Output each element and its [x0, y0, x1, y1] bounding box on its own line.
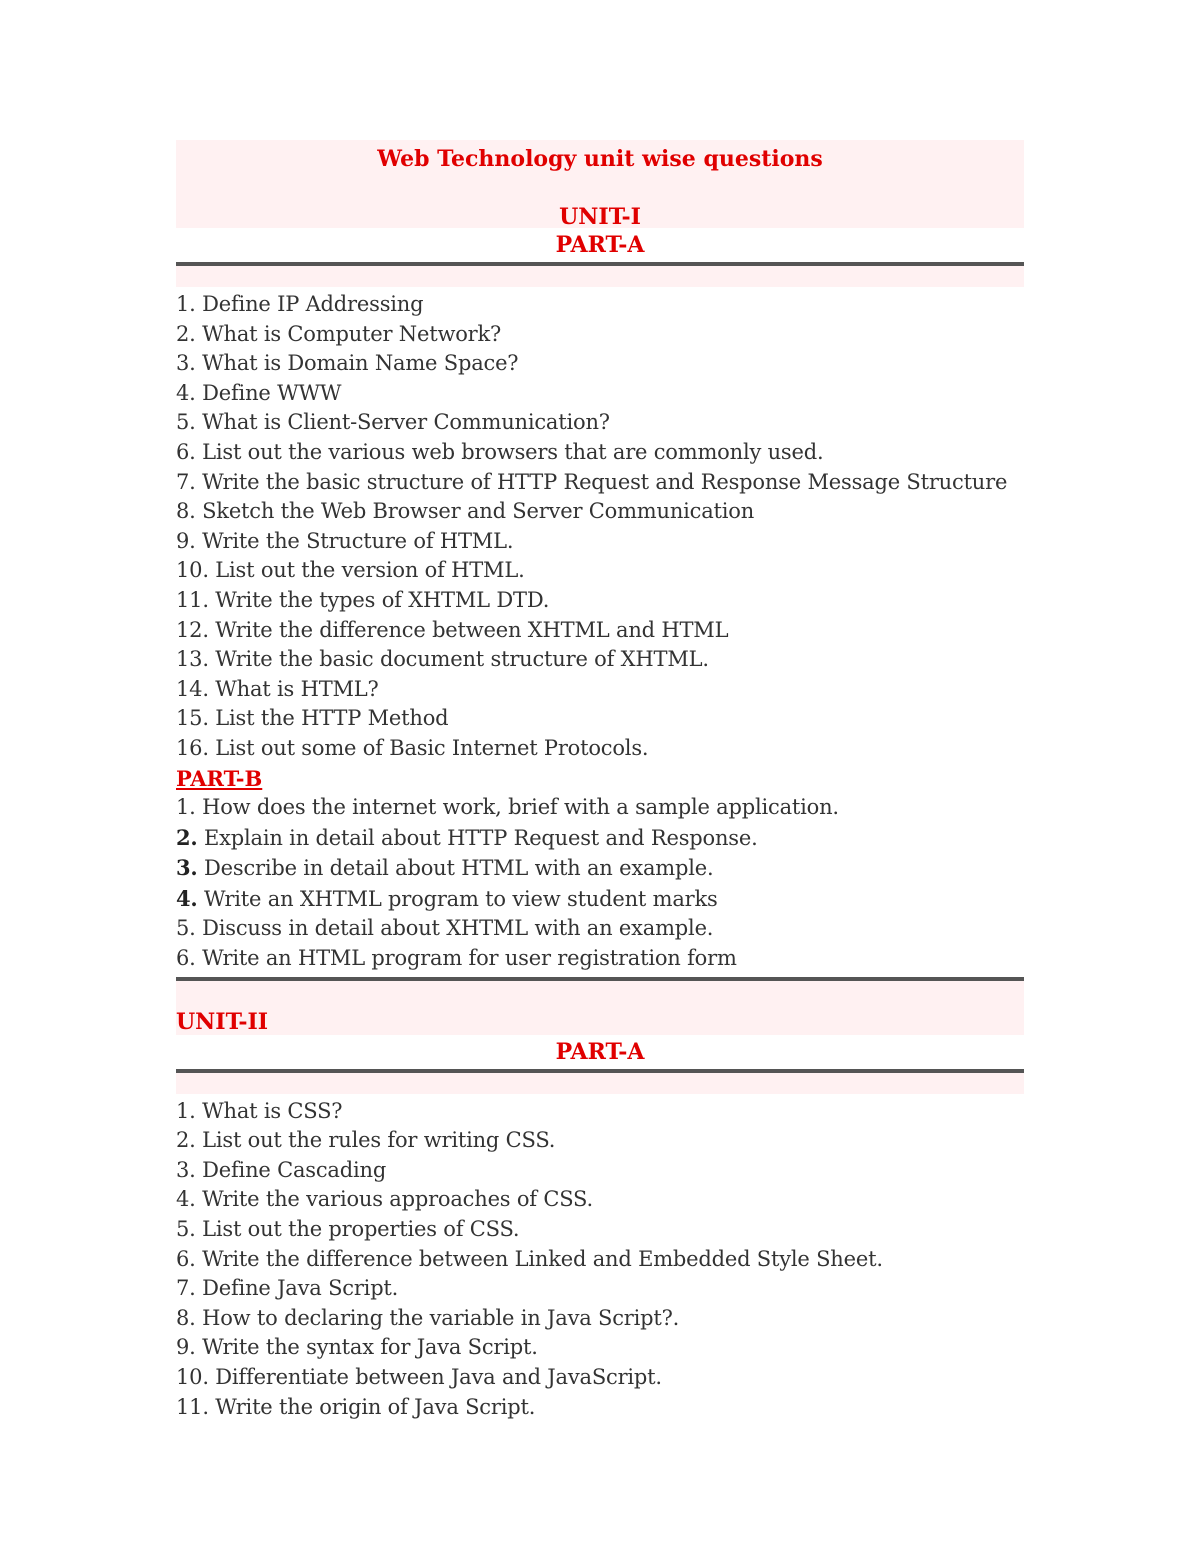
list-item: 7. Define Java Script. — [176, 1276, 399, 1301]
list-item: 11. Write the types of XHTML DTD. — [176, 587, 550, 612]
unit-1-part-b-heading: PART-B — [176, 765, 263, 791]
list-item: 9. Write the syntax for Java Script. — [176, 1335, 538, 1360]
item-text: Describe in detail about HTML with an example. — [197, 856, 714, 881]
list-item: 6. Write the difference between Linked and Embedded Style Sheet. — [176, 1246, 883, 1271]
unit-1-part-a-row — [176, 228, 1024, 262]
list-item: 3. What is Domain Name Space? — [176, 351, 519, 376]
list-item: 13. Write the basic document structure of XHTML. — [176, 647, 709, 672]
unit-2-part-a-row — [176, 1035, 1024, 1069]
item-number: 5. — [176, 916, 196, 941]
list-item: 5. List out the properties of CSS. — [176, 1217, 520, 1242]
item-number: 2. — [176, 824, 198, 850]
list-item: 7. Write the basic structure of HTTP Request and Response Message Structure — [176, 469, 1008, 494]
document-page — [176, 140, 1024, 1422]
list-item: 6. List out the various web browsers that are commonly used. — [176, 439, 824, 464]
unit-1-heading: UNIT-I — [559, 204, 641, 230]
list-item: 8. How to declaring the variable in Java Script?. — [176, 1305, 680, 1330]
list-item: 1. Define IP Addressing — [176, 292, 424, 316]
item-text: How does the internet work, brief with a sample application. — [195, 795, 839, 820]
list-item: 4. Define WWW — [176, 380, 342, 405]
list-item — [176, 884, 1024, 915]
item-text: Write an XHTML program to view student marks — [197, 886, 718, 911]
unit-2-part-a-list — [176, 1097, 1024, 1423]
list-item: 2. List out the rules for writing CSS. — [176, 1128, 556, 1153]
list-item: 3. Define Cascading — [176, 1157, 387, 1182]
list-item: 5. What is Client-Server Communication? — [176, 410, 610, 435]
list-item: 4. Write the various approaches of CSS. — [176, 1187, 593, 1212]
list-item: 9. Write the Structure of HTML. — [176, 528, 514, 553]
spacer-band — [176, 1073, 1024, 1094]
item-text: Write an HTML program for user registration form — [195, 946, 737, 971]
list-item: 16. List out some of Basic Internet Protocols. — [176, 735, 649, 760]
spacer-band — [176, 266, 1024, 287]
list-item — [176, 914, 1024, 944]
unit-1-part-a-list — [176, 290, 1024, 764]
item-text: Explain in detail about HTTP Request and Response. — [197, 825, 758, 850]
list-item: 12. Write the difference between XHTML and HTML — [176, 617, 729, 642]
unit-1-part-b-list — [176, 793, 1024, 974]
list-item: 10. List out the version of HTML. — [176, 558, 525, 583]
list-item — [176, 793, 1024, 823]
list-item: 8. Sketch the Web Browser and Server Communication — [176, 499, 755, 524]
list-item — [176, 823, 1024, 854]
item-number: 3. — [176, 855, 198, 881]
list-item: 2. What is Computer Network? — [176, 321, 502, 346]
unit-2-band — [176, 981, 1024, 1035]
list-item: 14. What is HTML? — [176, 676, 379, 701]
unit-1-part-a-heading: PART-A — [555, 232, 645, 258]
unit-2-part-a-heading: PART-A — [555, 1038, 645, 1065]
item-number: 4. — [176, 885, 198, 911]
list-item — [176, 853, 1024, 884]
list-item: 15. List the HTTP Method — [176, 706, 449, 731]
list-item — [176, 944, 1024, 974]
item-number: 6. — [176, 946, 196, 971]
list-item: 1. What is CSS? — [176, 1098, 343, 1123]
title-band — [176, 140, 1024, 228]
unit-2-heading: UNIT-II — [176, 1008, 269, 1035]
document-title: Web Technology unit wise questions — [377, 146, 823, 172]
list-item: 10. Differentiate between Java and JavaScript. — [176, 1365, 662, 1389]
item-number: 1. — [176, 795, 196, 820]
item-text: Discuss in detail about XHTML with an example. — [195, 916, 714, 941]
list-item: 11. Write the origin of Java Script. — [176, 1394, 536, 1419]
